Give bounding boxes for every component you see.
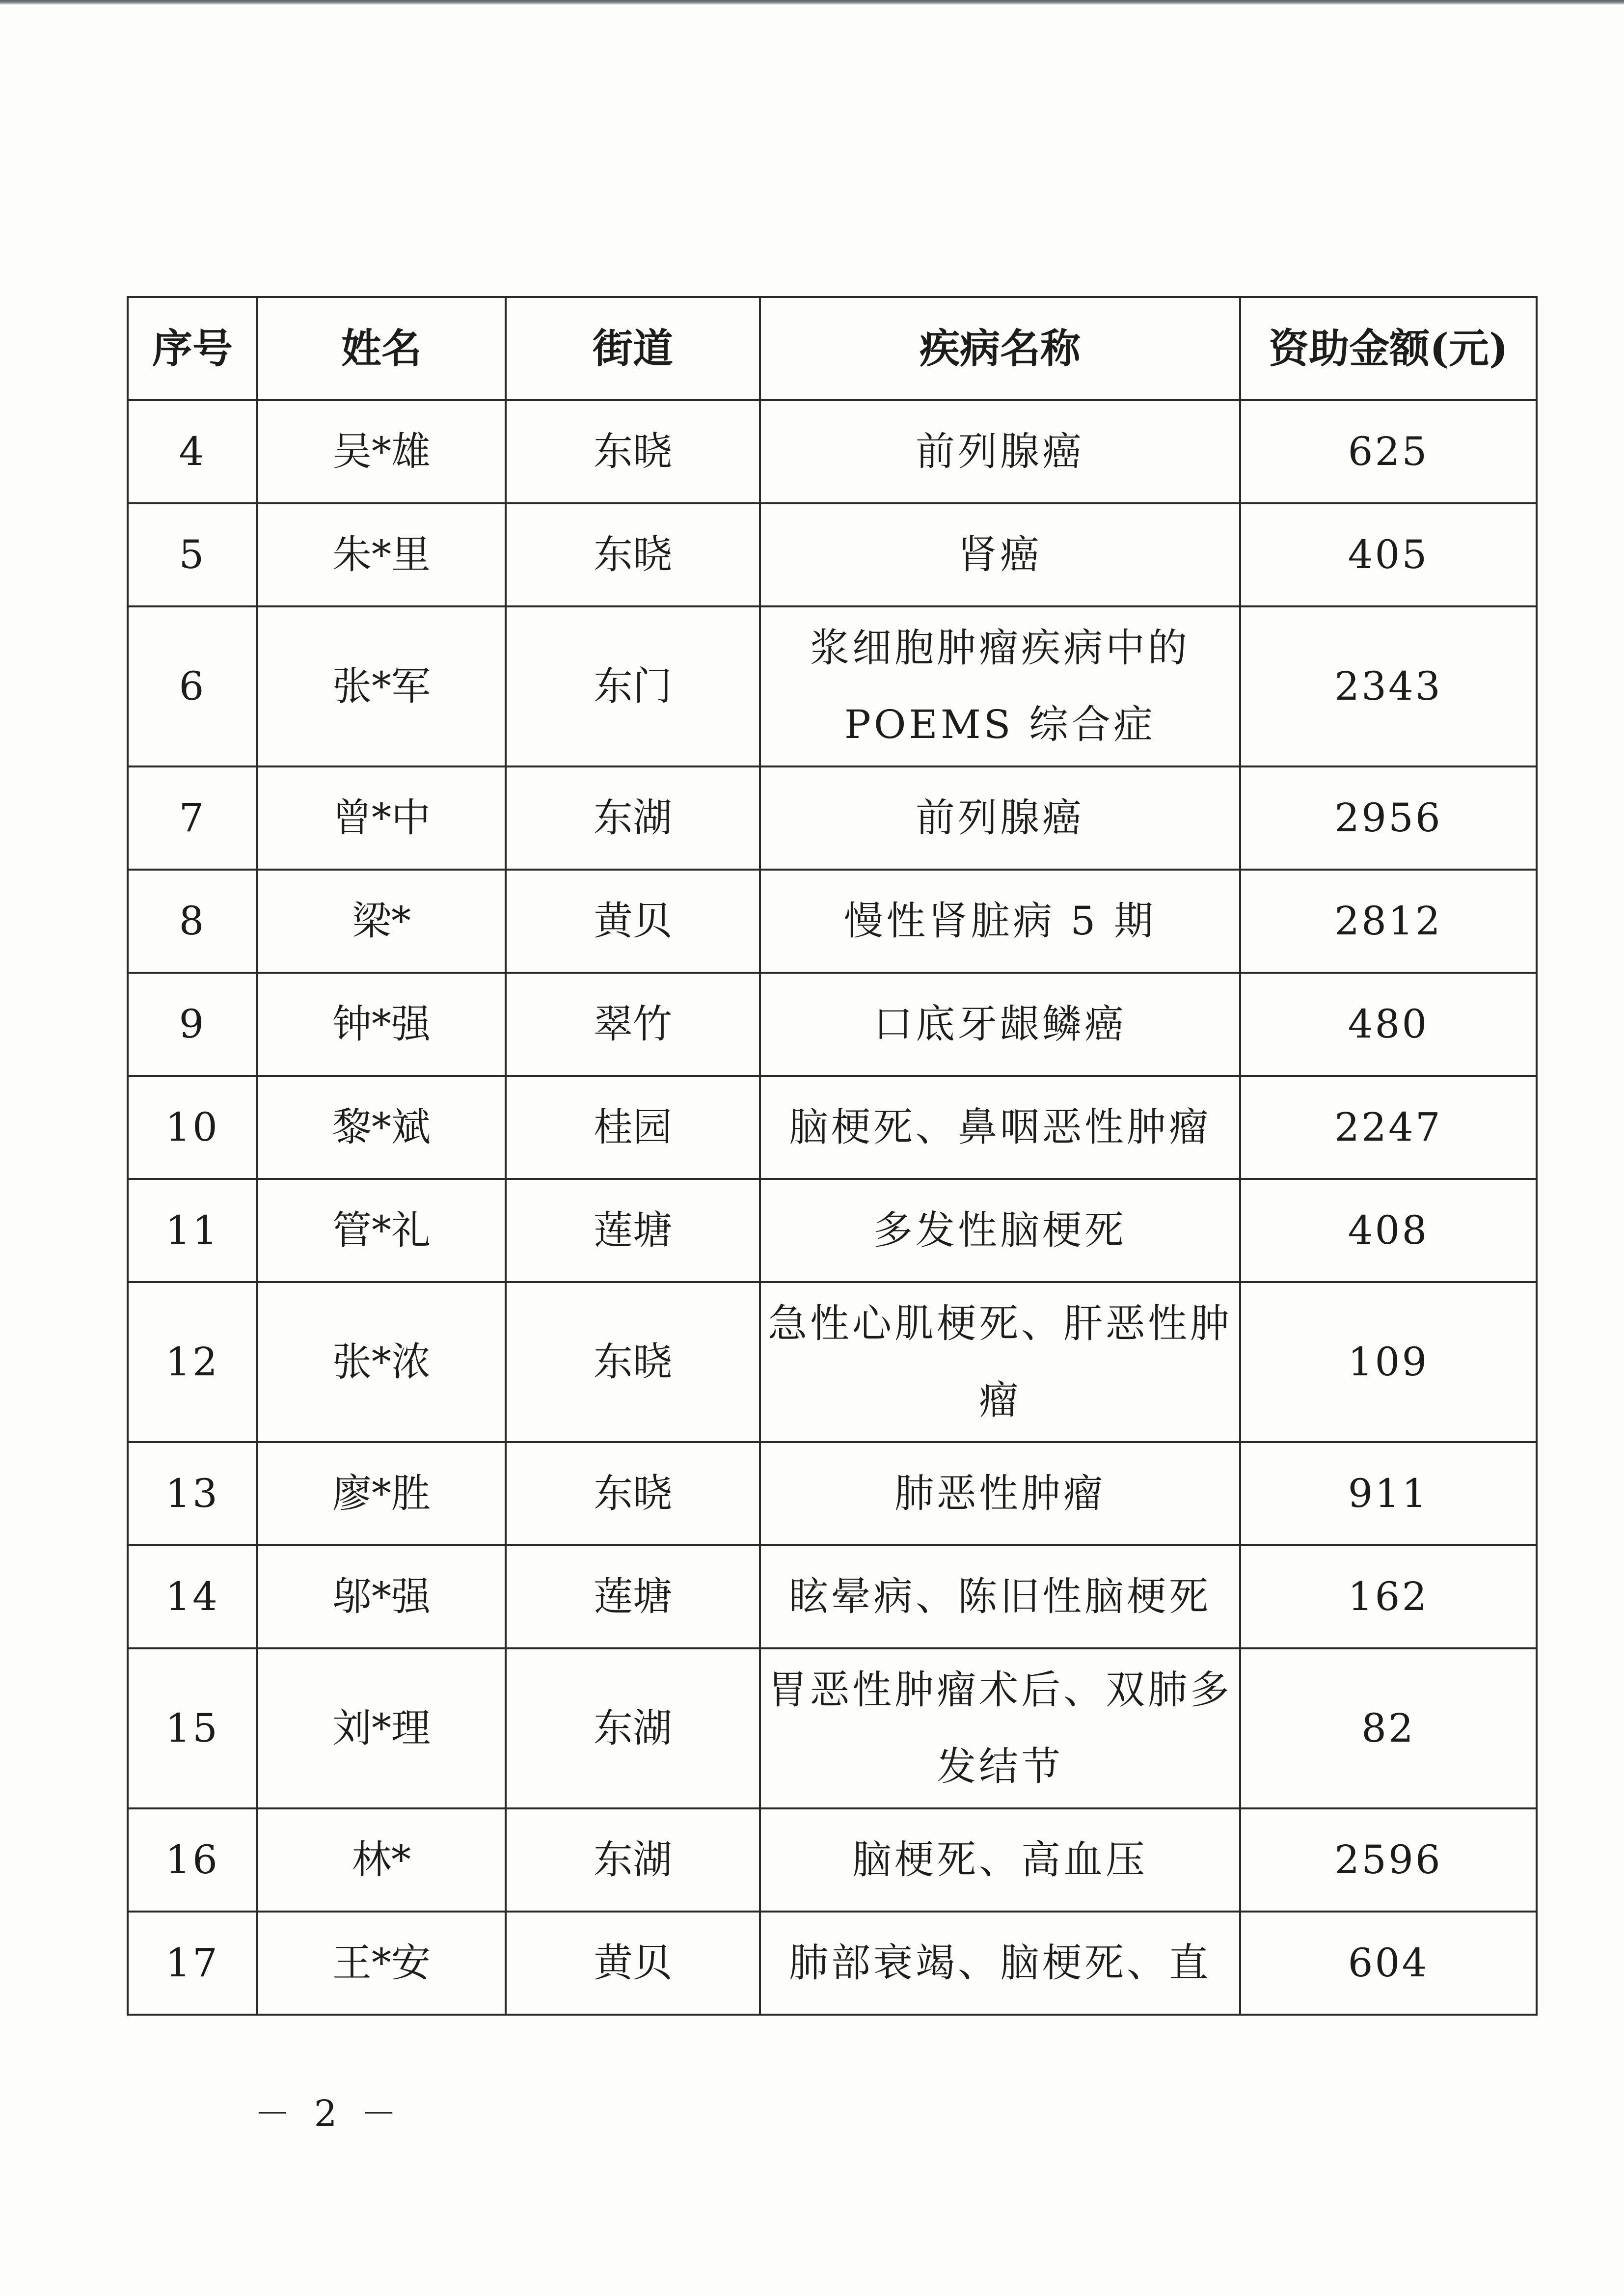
cell-name: 黎*斌 <box>257 1076 506 1179</box>
table-header-row <box>128 297 1537 400</box>
disease-text: 前列腺癌 <box>916 795 1084 841</box>
cell-serial-number: 17 <box>128 1912 257 2015</box>
cell-serial-number: 13 <box>128 1442 257 1545</box>
disease-text: 脑梗死、高血压 <box>852 1837 1148 1883</box>
cell-street: 东湖 <box>506 1648 760 1808</box>
cell-street: 东湖 <box>506 1808 760 1912</box>
disease-text: 多发性脑梗死 <box>873 1207 1127 1253</box>
cell-serial-number: 16 <box>128 1808 257 1912</box>
table-row <box>128 1442 1537 1545</box>
cell-amount: 911 <box>1240 1442 1537 1545</box>
disease-text: 胃恶性肿瘤术后、双肺多发结节 <box>768 1667 1232 1789</box>
cell-disease <box>760 1076 1240 1179</box>
disease-text: 肾癌 <box>958 532 1042 577</box>
header-serial-number: 序号 <box>128 297 257 400</box>
table-row <box>128 1076 1537 1179</box>
header-disease-name: 疾病名称 <box>760 297 1240 400</box>
cell-disease <box>760 400 1240 503</box>
cell-serial-number: 6 <box>128 606 257 766</box>
cell-name: 曾*中 <box>257 766 506 870</box>
disease-text: 口底牙龈鳞癌 <box>873 1001 1127 1047</box>
disease-text: 急性心肌梗死、肝恶性肿瘤 <box>768 1301 1232 1423</box>
cell-name: 朱*里 <box>257 503 506 606</box>
cell-name: 吴*雄 <box>257 400 506 503</box>
cell-amount: 625 <box>1240 400 1537 503</box>
cell-serial-number: 10 <box>128 1076 257 1179</box>
cell-street: 东晓 <box>506 503 760 606</box>
cell-street: 桂园 <box>506 1076 760 1179</box>
cell-street: 莲塘 <box>506 1545 760 1648</box>
header-street: 街道 <box>506 297 760 400</box>
table-row <box>128 1912 1537 2015</box>
cell-disease <box>760 503 1240 606</box>
cell-street: 东晓 <box>506 1282 760 1442</box>
cell-serial-number: 12 <box>128 1282 257 1442</box>
cell-street: 东湖 <box>506 766 760 870</box>
cell-amount: 2596 <box>1240 1808 1537 1912</box>
cell-serial-number: 15 <box>128 1648 257 1808</box>
cell-serial-number: 8 <box>128 870 257 973</box>
cell-serial-number: 7 <box>128 766 257 870</box>
cell-name: 廖*胜 <box>257 1442 506 1545</box>
cell-disease <box>760 606 1240 766</box>
table-row <box>128 766 1537 870</box>
cell-serial-number: 4 <box>128 400 257 503</box>
header-aid-amount: 资助金额(元) <box>1240 297 1537 400</box>
cell-street: 莲塘 <box>506 1179 760 1282</box>
aid-table-container <box>127 296 1538 2016</box>
cell-serial-number: 11 <box>128 1179 257 1282</box>
cell-street: 黄贝 <box>506 1912 760 2015</box>
cell-amount: 408 <box>1240 1179 1537 1282</box>
cell-disease <box>760 1179 1240 1282</box>
cell-name: 钟*强 <box>257 973 506 1076</box>
cell-amount: 405 <box>1240 503 1537 606</box>
aid-table <box>127 296 1538 2016</box>
disease-text: 脑梗死、鼻咽恶性肿瘤 <box>789 1104 1211 1150</box>
cell-name: 邬*强 <box>257 1545 506 1648</box>
cell-name: 林* <box>257 1808 506 1912</box>
cell-amount: 82 <box>1240 1648 1537 1808</box>
cell-amount: 162 <box>1240 1545 1537 1648</box>
disease-text: 肺恶性肿瘤 <box>894 1471 1106 1516</box>
disease-text: 眩晕病、陈旧性脑梗死 <box>789 1574 1211 1619</box>
cell-name: 管*礼 <box>257 1179 506 1282</box>
cell-disease <box>760 1808 1240 1912</box>
table-row <box>128 1179 1537 1282</box>
table-row <box>128 400 1537 503</box>
disease-text: 前列腺癌 <box>916 429 1084 474</box>
cell-name: 刘*理 <box>257 1648 506 1808</box>
table-row <box>128 973 1537 1076</box>
cell-disease <box>760 1545 1240 1648</box>
table-row <box>128 1545 1537 1648</box>
cell-disease <box>760 1282 1240 1442</box>
cell-disease <box>760 1442 1240 1545</box>
cell-street: 东门 <box>506 606 760 766</box>
cell-amount: 109 <box>1240 1282 1537 1442</box>
table-row <box>128 1282 1537 1442</box>
cell-serial-number: 9 <box>128 973 257 1076</box>
cell-disease <box>760 870 1240 973</box>
cell-name: 张*军 <box>257 606 506 766</box>
disease-text: 浆细胞肿瘤疾病中的POEMS 综合症 <box>810 625 1190 747</box>
cell-street: 东晓 <box>506 400 760 503</box>
disease-text: 肺部衰竭、脑梗死、直 <box>789 1940 1211 1986</box>
table-row <box>128 606 1537 766</box>
cell-amount: 2247 <box>1240 1076 1537 1179</box>
cell-name: 梁* <box>257 870 506 973</box>
table-row <box>128 503 1537 606</box>
cell-amount: 2956 <box>1240 766 1537 870</box>
table-row <box>128 1648 1537 1808</box>
disease-text: 慢性肾脏病 5 期 <box>844 898 1156 944</box>
cell-amount: 604 <box>1240 1912 1537 2015</box>
cell-street: 黄贝 <box>506 870 760 973</box>
header-name: 姓名 <box>257 297 506 400</box>
cell-name: 张*浓 <box>257 1282 506 1442</box>
cell-street: 翠竹 <box>506 973 760 1076</box>
cell-amount: 480 <box>1240 973 1537 1076</box>
cell-amount: 2343 <box>1240 606 1537 766</box>
cell-serial-number: 5 <box>128 503 257 606</box>
scan-top-edge <box>0 0 1624 5</box>
cell-street: 东晓 <box>506 1442 760 1545</box>
cell-disease <box>760 766 1240 870</box>
page-number: － 2 － <box>254 2093 403 2135</box>
cell-name: 王*安 <box>257 1912 506 2015</box>
cell-amount: 2812 <box>1240 870 1537 973</box>
cell-disease <box>760 973 1240 1076</box>
cell-serial-number: 14 <box>128 1545 257 1648</box>
cell-disease <box>760 1648 1240 1808</box>
table-row <box>128 870 1537 973</box>
table-row <box>128 1808 1537 1912</box>
cell-disease <box>760 1912 1240 2015</box>
